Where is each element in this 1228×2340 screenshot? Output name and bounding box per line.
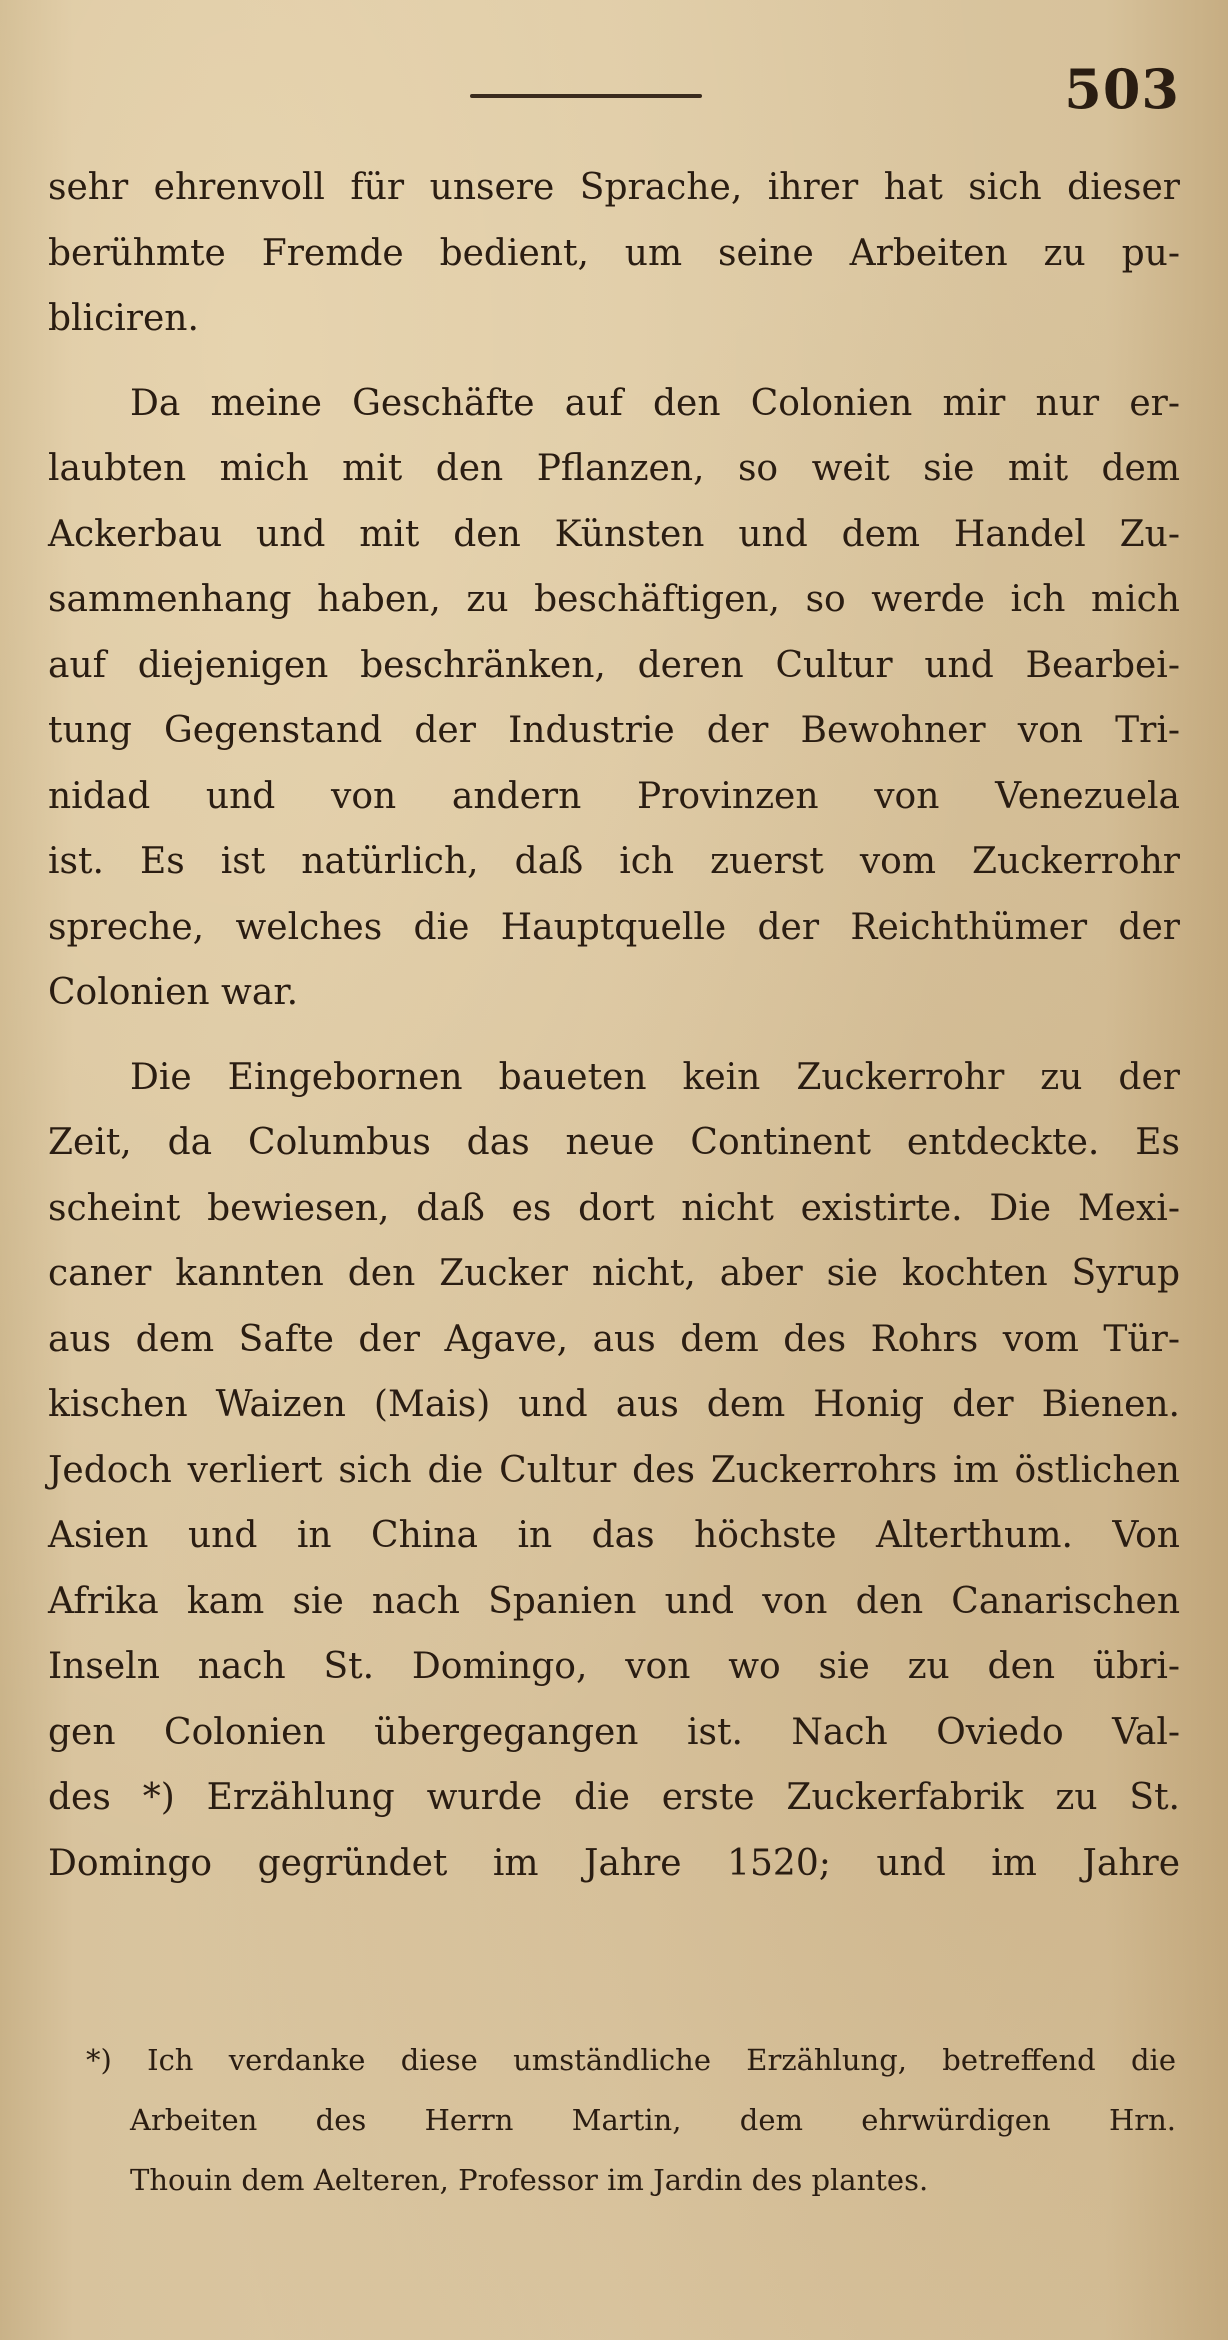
text-line: Da meine Geschäfte auf den Colonien mir nur er- [130,382,1180,424]
text-line: sehr ehrenvoll für unsere Sprache, ihrer hat sich dieser [48,167,1180,208]
text-line: Domingo gegründet im Jahre 1520; und im Jahre [48,1842,1180,1884]
text-line: ist. Es ist natürlich, daß ich zuerst vom Zuckerrohr [48,841,1180,882]
text-line: Jedoch verliert sich die Cultur des Zuckerrohrs im östlichen [48,1449,1180,1491]
body-text [48,155,1180,1896]
text-line: kischen Waizen (Mais) und aus dem Honig der Bienen. [48,1384,1180,1425]
text-line: Inseln nach St. Domingo, von wo sie zu den übri- [48,1646,1180,1687]
text-line: Afrika kam sie nach Spanien und von den Canarischen [48,1580,1180,1622]
text-line: aus dem Safte der Agave, aus dem des Rohrs vom Tür- [48,1318,1180,1360]
footnote-line: Arbeiten des Herrn Martin, dem ehrwürdigen Hrn. [130,2103,1176,2137]
text-line: berühmte Fremde bedient, um seine Arbeiten zu pu- [48,232,1180,274]
text-line: sammenhang haben, zu beschäftigen, so werde ich mich [48,579,1180,620]
footnote [86,2030,1176,2210]
page-number: 503 [1064,57,1180,121]
text-line: Asien und in China in das höchste Alterthum. Von [48,1515,1180,1556]
text-line: des *) Erzählung wurde die erste Zuckerfabrik zu St. [48,1777,1180,1818]
footnote-line: Thouin dem Aelteren, Professor im Jardin des plantes. [130,2163,929,2197]
text-line: tung Gegenstand der Industrie der Bewohner von Tri- [48,710,1180,751]
text-line: Ackerbau und mit den Künsten und dem Handel Zu- [48,513,1180,555]
text-line: auf diejenigen beschränken, deren Cultur und Bearbei- [48,644,1180,686]
text-line: laubten mich mit den Pflanzen, so weit sie mit dem [48,448,1180,489]
text-line: nidad und von andern Provinzen von Venezuela [48,775,1180,817]
text-line: bliciren. [48,298,199,339]
text-line: Colonien war. [48,972,299,1013]
text-line: spreche, welches die Hauptquelle der Reichthümer der [48,906,1180,948]
text-line: Die Eingebornen baueten kein Zuckerrohr zu der [130,1056,1180,1098]
text-line: gen Colonien übergegangen ist. Nach Oviedo Val- [48,1711,1180,1753]
text-line: scheint bewiesen, daß es dort nicht existirte. Die Mexi- [48,1187,1180,1229]
text-line: Zeit, da Columbus das neue Continent entdeckte. Es [48,1122,1180,1163]
text-line: caner kannten den Zucker nicht, aber sie kochten Syrup [48,1253,1180,1294]
header-rule [470,94,702,98]
footnote-line: *) Ich verdanke diese umständliche Erzählung, betreffend die [86,2043,1176,2077]
